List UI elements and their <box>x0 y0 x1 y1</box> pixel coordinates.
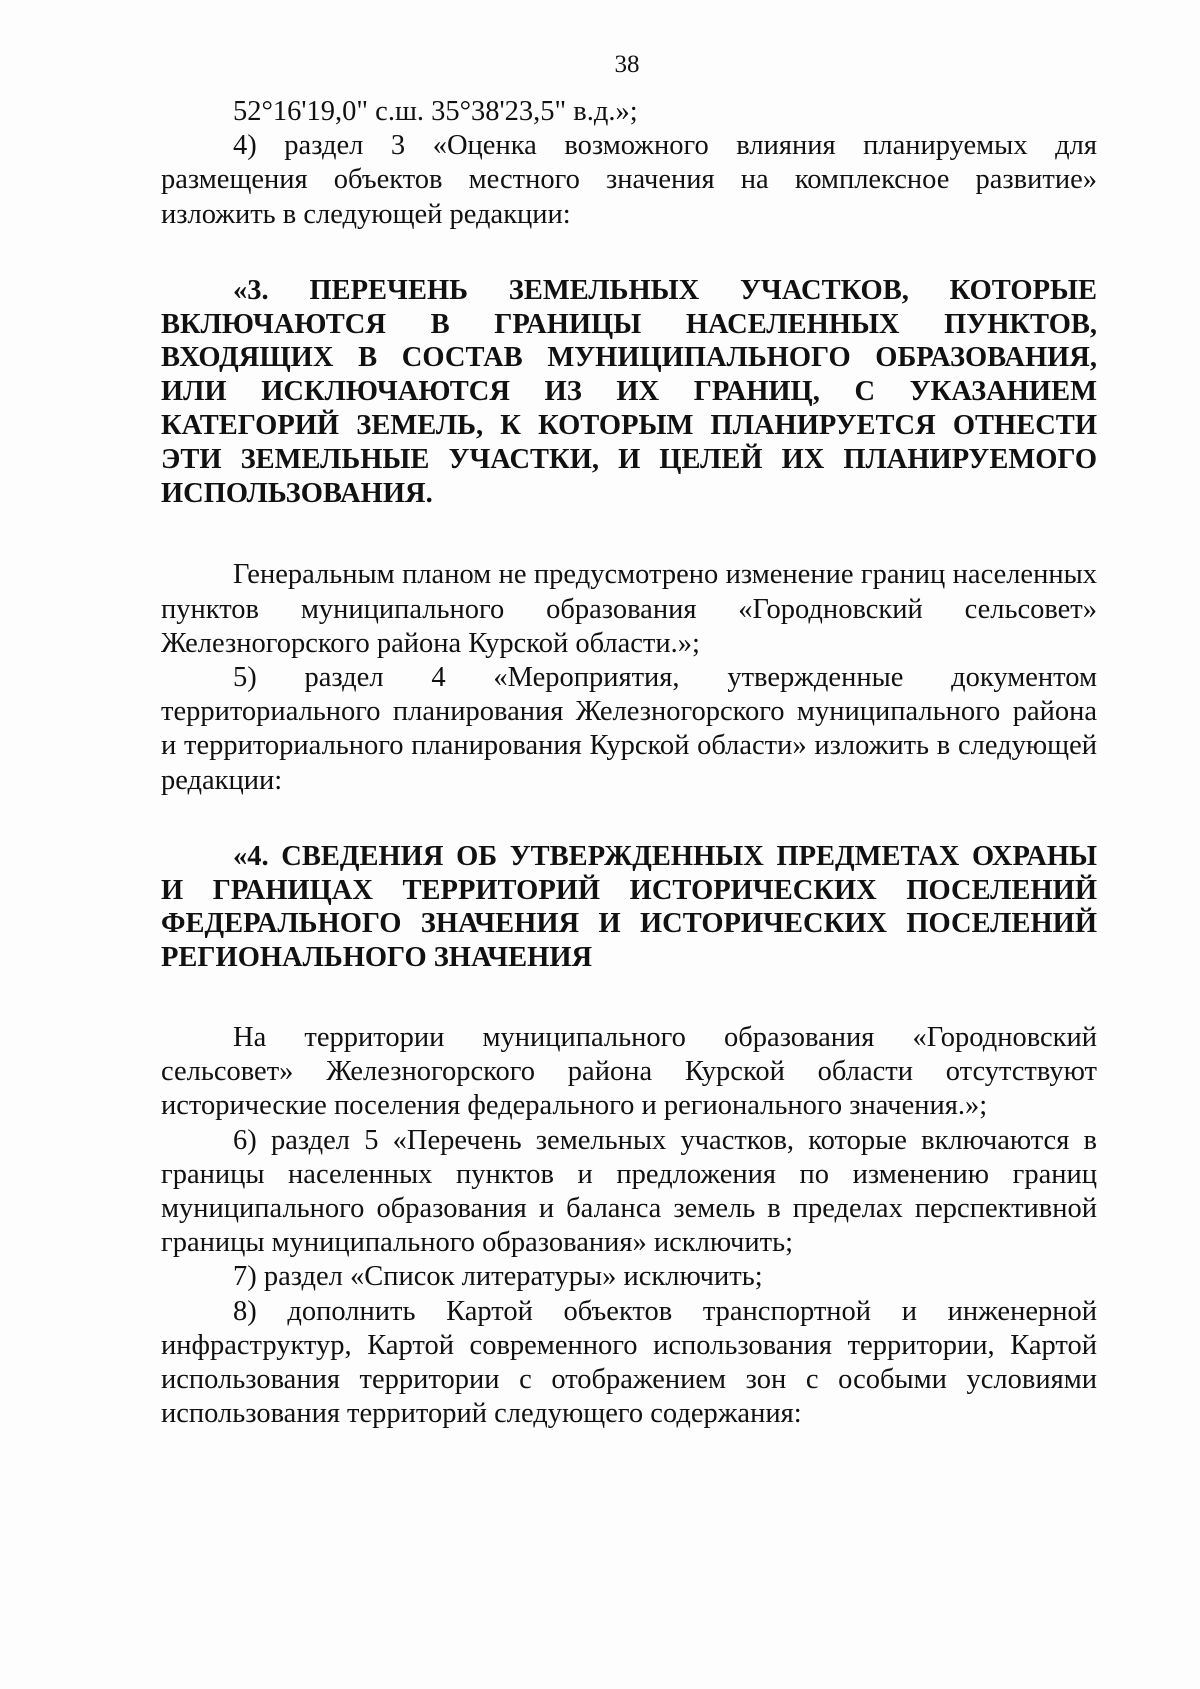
paragraph-item-6: 6) раздел 5 «Перечень земельных участков, которые включаются в границы населенных пунктов и предложения по изменению границ муниципального образования и баланса земель в пределах перспективной границы муниципального образования» исключить; <box>161 1124 1097 1259</box>
section-3-heading: «3. ПЕРЕЧЕНЬ ЗЕМЕЛЬНЫХ УЧАСТКОВ, КОТОРЫЕ ВКЛЮЧАЮТСЯ В ГРАНИЦЫ НАСЕЛЕННЫХ ПУНКТОВ, ВХОДЯЩИХ В СОСТАВ МУНИЦИПАЛЬНОГО ОБРАЗОВАНИЯ, ИЛИ ИСКЛЮЧАЮТСЯ ИЗ ИХ ГРАНИЦ, С УКАЗАНИЕМ КАТЕГОРИЙ ЗЕМЕЛЬ, К КОТОРЫМ ПЛАНИРУЕТСЯ ОТНЕСТИ ЭТИ ЗЕМЕЛЬНЫЕ УЧАСТКИ, И ЦЕЛЕЙ ИХ ПЛАНИРУЕМОГО ИСПОЛЬЗОВАНИЯ. <box>161 274 1097 509</box>
paragraph-general-plan: Генеральным планом не предусмотрено изменение границ населенных пунктов муниципального образования «Городновский сельсовет» Железногорского района Курской области.»; <box>161 559 1097 659</box>
section-4-heading: «4. СВЕДЕНИЯ ОБ УТВЕРЖДЕННЫХ ПРЕДМЕТАХ ОХРАНЫ И ГРАНИЦАХ ТЕРРИТОРИЙ ИСТОРИЧЕСКИХ ПОСЕЛЕНИЙ ФЕДЕРАЛЬНОГО ЗНАЧЕНИЯ И ИСТОРИЧЕСКИХ ПОСЕЛЕНИЙ РЕГИОНАЛЬНОГО ЗНАЧЕНИЯ <box>161 840 1097 974</box>
paragraph-item-7: 7) раздел «Список литературы» исключить; <box>233 1261 763 1293</box>
paragraph-territory: На территории муниципального образования «Городновский сельсовет» Железногорского района Курской области отсутствуют исторические поселения федерального и регионального значения.»; <box>161 1022 1097 1122</box>
document-body <box>161 95 1097 1431</box>
coordinates-line: 52°16'19,0" с.ш. 35°38'23,5" в.д.»; <box>233 96 638 127</box>
paragraph-item-4: 4) раздел 3 «Оценка возможного влияния планируемых для размещения объектов местного значения на комплексное развитие» изложить в следующей редакции: <box>161 130 1097 230</box>
paragraph-item-5: 5) раздел 4 «Мероприятия, утвержденные документом территориального планирования Железногорского муниципального района и территориального планирования Курской области» изложить в следующей редакции: <box>161 662 1097 796</box>
paragraph-item-8: 8) дополнить Картой объектов транспортной и инженерной инфраструктур, Картой современного использования территории, Картой использования территории с отображением зон с особыми условиями использования территорий следующего содержания: <box>161 1295 1097 1430</box>
page-number: 38 <box>614 51 640 78</box>
